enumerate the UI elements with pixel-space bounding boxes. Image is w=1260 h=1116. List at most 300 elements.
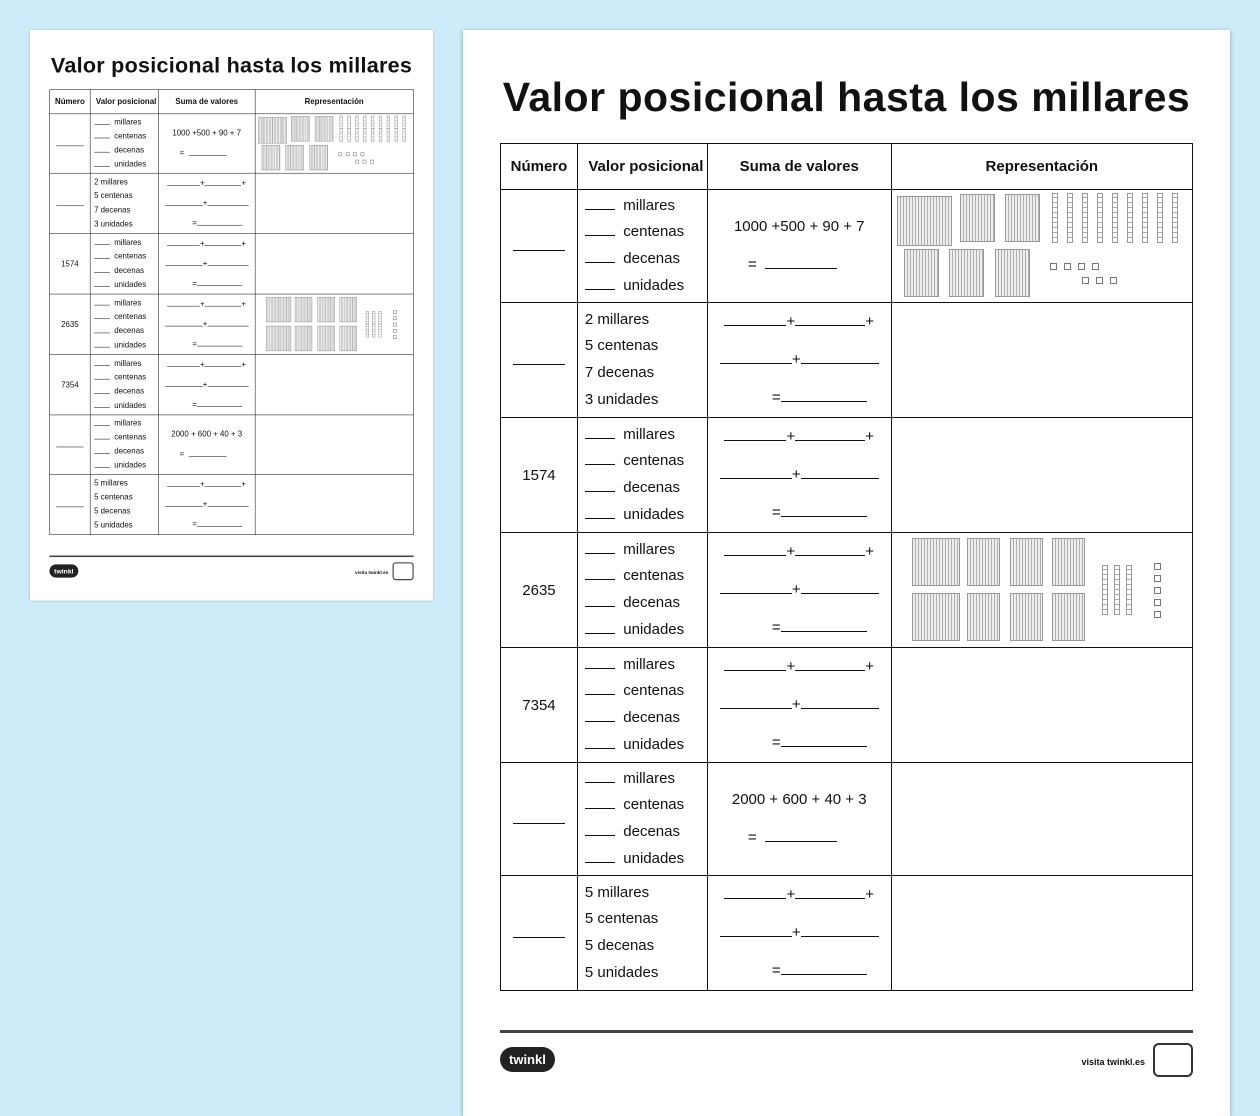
suma-cell [707,763,891,876]
hundred-flat [960,194,995,242]
answer-blank [720,708,792,709]
hundred-flat [949,249,984,297]
answer-blank [585,491,615,492]
table-row [501,303,1193,418]
place-value-label: 2 millares [584,310,650,328]
ten-rod [1172,193,1178,243]
place-value-label: millares [114,298,142,308]
answer-blank [207,326,248,327]
number-value: 2635 [522,581,556,599]
answer-blank [197,285,242,286]
page-title: Valor posicional hasta los millares [50,53,413,78]
answer-blank [94,333,110,334]
place-value-label: unidades [114,460,147,470]
answer-blank [205,486,242,487]
suma-cell: + + + = [158,234,255,294]
ten-rod [347,116,350,142]
answer-blank [94,305,110,306]
answer-blank [801,593,879,594]
answer-blank [724,325,786,326]
answer-blank [585,694,615,695]
table-row [501,763,1193,876]
answer-blank [585,862,615,863]
place-value-label: decenas [623,479,680,496]
suma-cell: + + + = [158,354,255,414]
representacion-cell [891,648,1192,763]
representacion-cell [255,234,413,294]
numero-cell [501,190,578,303]
equals-sign: = [179,449,185,459]
twinkl-logo: twinkl [500,1047,555,1072]
column-header: Número [501,144,578,190]
place-value-label: millares [623,769,675,787]
representacion-cell [891,303,1192,418]
valor-cell [577,533,707,648]
place-value-label: millares [114,237,142,247]
place-value-label: centenas [623,452,685,470]
answer-blank [585,553,615,554]
answer-blank [205,245,242,246]
answer-blank [801,363,879,364]
quality-badge-icon [1153,1043,1193,1077]
valor-cell [90,354,158,414]
answer-blank [781,401,867,402]
place-value-label: 5 centenas [94,191,133,201]
answer-blank [167,306,200,307]
representacion-cell [891,876,1192,991]
numero-cell [50,354,90,414]
valor-cell [577,763,707,876]
ten-rod [372,311,375,337]
hundred-flat [1010,538,1043,586]
answer-blank [167,366,200,367]
suma-cell: + + + = [707,876,891,991]
answer-blank [801,708,879,709]
answer-blank [94,272,110,273]
suma-cell: + + + = [158,294,255,354]
place-value-label: decenas [114,265,145,275]
table-row [50,294,414,354]
answer-blank [720,593,792,594]
answer-blank [189,155,227,156]
numero-cell [50,173,90,233]
twinkl-logo: twinkl [49,564,78,577]
numero-cell [50,415,90,474]
answer-blank [513,364,565,365]
worksheet-preview [463,30,1230,1116]
footer [49,556,413,575]
answer-blank [94,425,110,426]
ten-rod [379,116,382,142]
place-value-label: decenas [623,250,680,267]
place-value-label: unidades [623,620,685,638]
valor-cell [577,418,707,533]
representacion-cell [255,354,413,414]
table-row [501,876,1193,991]
place-value-label: 7 decenas [94,205,131,215]
representacion-cell [891,533,1192,648]
answer-blank [585,579,615,580]
representacion-cell [891,418,1192,533]
place-value-label: decenas [623,709,680,726]
answer-blank [801,936,879,937]
place-value-label: millares [114,358,142,368]
answer-blank [724,440,786,441]
representacion-cell [891,763,1192,876]
valor-cell [90,173,158,233]
answer-blank [513,937,565,938]
place-value-label: decenas [114,386,145,396]
answer-blank [94,244,110,245]
equals-sign: = [747,829,757,846]
answer-blank [205,306,242,307]
unit-cube [360,152,364,156]
ten-rod [394,116,397,142]
unit-cube [346,152,350,156]
answer-blank [720,478,792,479]
answer-blank [197,225,242,226]
answer-blank [56,446,83,447]
number-value: 7354 [522,696,556,714]
answer-blank [585,721,615,722]
answer-blank [94,467,110,468]
place-value-label: centenas [114,372,147,382]
place-value-label: unidades [114,400,147,410]
answer-blank [585,262,615,263]
place-value-label: millares [623,196,675,214]
answer-blank [585,518,615,519]
table-row [501,190,1193,303]
sum-expression: 1000 +500 + 90 + 7 [172,128,241,138]
equals-sign: = [179,148,185,158]
answer-blank [724,555,786,556]
ten-rod [363,116,366,142]
valor-cell [577,876,707,991]
place-value-label: unidades [114,279,147,289]
place-value-label: 3 unidades [584,390,659,408]
table-row [501,648,1193,763]
unit-cube [1154,575,1161,582]
answer-blank [94,393,110,394]
place-value-label: centenas [114,251,147,261]
unit-cube [1050,263,1057,270]
hundred-flat [295,297,312,322]
hundred-flat [317,297,334,322]
unit-cube [1154,599,1161,606]
number-value: 2635 [61,319,79,329]
answer-blank [207,265,248,266]
unit-cube [1154,587,1161,594]
numero-cell [501,876,578,991]
place-value-label: 2 millares [94,177,128,187]
column-header: Representación [891,144,1192,190]
hundred-flat [315,116,333,141]
answer-blank [781,516,867,517]
answer-blank [94,439,110,440]
hundred-flat [1052,538,1085,586]
unit-cube [1078,263,1085,270]
hundred-flat [1010,593,1043,641]
answer-blank [724,898,786,899]
hundred-flat [339,297,356,322]
hundred-flat [1052,593,1085,641]
answer-blank [765,268,837,269]
numero-cell [501,303,578,418]
answer-blank [513,823,565,824]
place-value-label: 5 decenas [584,937,655,954]
place-value-label: centenas [623,796,685,814]
numero-cell [501,763,578,876]
equals-sign: = [747,256,757,273]
answer-blank [585,668,615,669]
answer-blank [167,245,200,246]
answer-blank [585,748,615,749]
valor-cell [577,648,707,763]
column-header: Suma de valores [707,144,891,190]
answer-blank [197,526,242,527]
table-row [50,474,414,534]
numero-cell [50,294,90,354]
unit-cube [1154,563,1161,570]
answer-blank [165,265,203,266]
place-value-label: decenas [623,594,680,611]
answer-blank [56,506,83,507]
numero-cell [501,648,578,763]
column-header: Número [50,90,90,114]
valor-cell [577,303,707,418]
suma-cell: + + + = [158,474,255,534]
suma-cell: + + + = [707,648,891,763]
answer-blank [720,936,792,937]
ten-rod [1112,193,1118,243]
place-value-label: centenas [114,131,147,141]
answer-blank [585,235,615,236]
numero-cell [501,533,578,648]
answer-blank [165,386,203,387]
suma-cell [158,415,255,474]
valor-cell [90,114,158,173]
answer-blank [513,250,565,251]
place-value-label: 5 decenas [94,506,131,516]
valor-cell [90,294,158,354]
answer-blank [585,438,615,439]
ten-rod [1102,565,1108,615]
hundred-flat [317,326,334,351]
place-value-label: decenas [114,446,145,456]
ten-rod [1127,193,1133,243]
place-value-label: unidades [114,159,147,169]
representacion-cell [255,173,413,233]
answer-blank [189,456,227,457]
suma-cell [158,114,255,173]
representacion-cell [891,190,1192,303]
representacion-cell [255,474,413,534]
table-row [50,234,414,294]
answer-blank [56,205,83,206]
hundred-flat [291,116,309,141]
answer-blank [94,152,110,153]
answer-blank [795,555,865,556]
worksheet-thumbnail[interactable] [30,30,433,601]
thousand-cube [266,326,291,351]
unit-cube [393,316,397,320]
answer-blank [724,670,786,671]
answer-blank [781,746,867,747]
suma-cell: + + + = [707,533,891,648]
number-value: 7354 [61,380,79,390]
column-header: Valor posicional [577,144,707,190]
unit-cube [393,323,397,327]
ten-rod [339,116,342,142]
place-value-label: 5 centenas [584,337,659,355]
suma-cell: + + + = [158,173,255,233]
place-value-label: centenas [623,682,685,700]
number-value: 1574 [61,259,79,269]
answer-blank [94,453,110,454]
answer-blank [585,289,615,290]
answer-blank [795,670,865,671]
ten-rod [1082,193,1088,243]
place-value-label: 5 centenas [94,492,133,502]
answer-blank [165,506,203,507]
hundred-flat [262,145,280,170]
ten-rod [366,311,369,337]
answer-blank [207,205,248,206]
thousand-cube [897,196,952,246]
place-value-label: unidades [623,276,685,294]
place-value-label: centenas [623,223,685,241]
hundred-flat [295,326,312,351]
valor-cell [90,415,158,474]
valor-cell [90,234,158,294]
ten-rod [371,116,374,142]
place-value-label: decenas [114,326,145,336]
answer-blank [585,464,615,465]
unit-cube [1064,263,1071,270]
place-value-label: millares [623,425,675,443]
suma-cell: + + + = [707,303,891,418]
table-row [501,533,1193,648]
ten-rod [355,116,358,142]
ten-rod [1097,193,1103,243]
answer-blank [585,782,615,783]
sum-expression: 2000 + 600 + 40 + 3 [171,429,243,439]
answer-blank [205,185,242,186]
thousand-cube [258,117,287,143]
sum-expression: 1000 +500 + 90 + 7 [733,218,865,235]
suma-cell [707,190,891,303]
numero-cell [50,234,90,294]
place-value-label: 5 millares [94,478,128,488]
place-value-label: centenas [623,567,685,585]
place-value-label: millares [623,540,675,558]
answer-blank [795,440,865,441]
hundred-flat [1005,194,1040,242]
unit-cube [1082,277,1089,284]
place-value-label: centenas [114,312,147,322]
thousand-cube [266,297,291,322]
visit-link[interactable]: visita twinkl.es [1081,1057,1145,1067]
valor-cell [577,190,707,303]
number-value: 1574 [522,466,556,484]
table-row [50,114,414,173]
ten-rod [1067,193,1073,243]
answer-blank [94,258,110,259]
representacion-cell [255,415,413,474]
unit-cube [1110,277,1117,284]
ten-rod [1114,565,1120,615]
worksheet-table [49,89,413,535]
thousand-cube [912,593,960,641]
answer-blank [94,138,110,139]
unit-cube [1092,263,1099,270]
footer [500,1030,1193,1067]
valor-cell [90,474,158,534]
place-value-label: decenas [623,823,680,840]
place-value-label: 5 unidades [584,963,659,981]
answer-blank [795,325,865,326]
answer-blank [94,286,110,287]
answer-blank [167,185,200,186]
answer-blank [585,808,615,809]
ten-rod [1157,193,1163,243]
place-value-label: millares [623,655,675,673]
unit-cube [353,152,357,156]
representacion-cell [255,114,413,173]
hundred-flat [995,249,1030,297]
unit-cube [393,329,397,333]
answer-blank [165,205,203,206]
hundred-flat [904,249,939,297]
place-value-label: unidades [623,505,685,523]
unit-cube [1154,611,1161,618]
answer-blank [205,366,242,367]
answer-blank [781,974,867,975]
table-row [50,415,414,474]
visit-link[interactable]: visita twinkl.es [355,569,389,575]
answer-blank [94,365,110,366]
place-value-label: unidades [623,735,685,753]
answer-blank [94,347,110,348]
unit-cube [338,152,342,156]
representacion-cell [255,294,413,354]
numero-cell [50,114,90,173]
worksheet-table [500,143,1193,991]
numero-cell [50,474,90,534]
answer-blank [207,386,248,387]
place-value-label: centenas [114,432,147,442]
answer-blank [197,346,242,347]
table-row [501,418,1193,533]
ten-rod [1142,193,1148,243]
thousand-cube [912,538,960,586]
answer-blank [720,363,792,364]
unit-cube [1096,277,1103,284]
column-header: Valor posicional [90,90,158,114]
answer-blank [795,898,865,899]
place-value-label: 7 decenas [584,364,655,381]
answer-blank [197,406,242,407]
answer-blank [94,124,110,125]
unit-cube [355,160,359,164]
place-value-label: 5 unidades [94,520,133,530]
ten-rod [378,311,381,337]
hundred-flat [309,145,327,170]
place-value-label: decenas [114,145,145,155]
unit-cube [370,160,374,164]
answer-blank [585,209,615,210]
answer-blank [765,841,837,842]
